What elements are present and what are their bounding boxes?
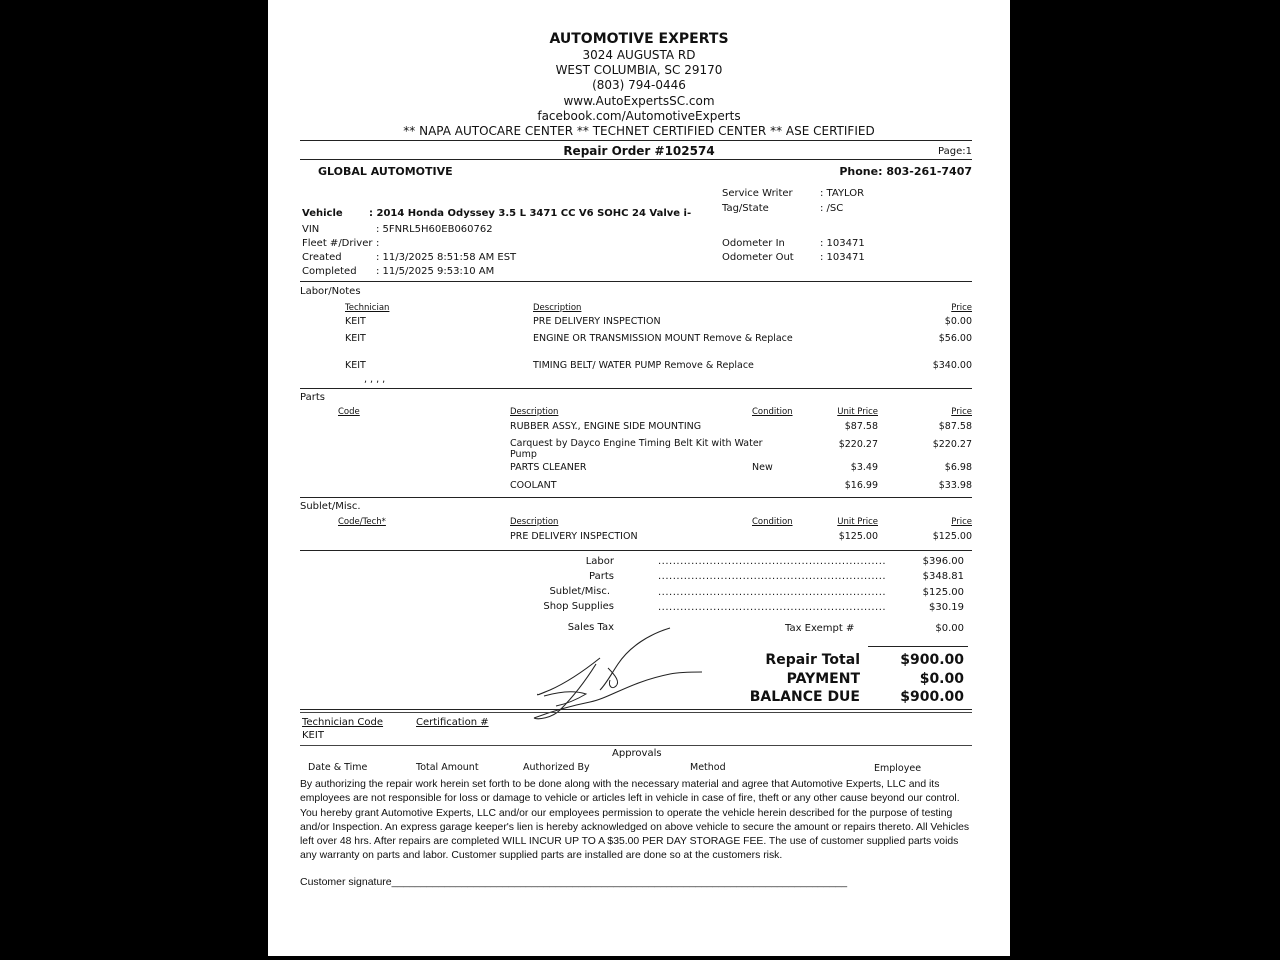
labor-row-tech: KEIT (345, 316, 366, 327)
tag-state-label: Tag/State (722, 203, 769, 214)
divider (300, 550, 972, 551)
parts-row-description: Carquest by Dayco Engine Timing Belt Kit with Water (510, 438, 763, 449)
certification-label: Certification # (416, 717, 489, 728)
divider (300, 388, 972, 389)
authorization-terms: By authorizing the repair work herein set forth to be done along with the necessary material and agree that Automotive Experts, LLC and its employees are not responsible for loss or damage to vehicle or articles left in vehicle in case of fire, theft or any other cause beyond our control. You hereby grant Automotive Experts, LLC and/or our employees permission to operate the vehicle herein described for the purpose of testing and/or Inspection. An express garage keeper's lien is hereby acknowledged on above vehicle to secure the amount or repairs thereto. All Vehicles left over 48 hrs. After repairs are completed WILL INCUR UP TO A $35.00 PER DAY STORAGE FEE. The use of customer supplied parts voids any warranty on parts and labor. Customer supplied parts are installed are done so at the customers risk. (300, 779, 970, 862)
leader-dots: .............................................................. (658, 587, 887, 598)
approvals-col-authorized-by: Authorized By (523, 762, 590, 773)
payment-label: PAYMENT (786, 671, 860, 687)
balance-due-label: BALANCE DUE (749, 689, 860, 705)
technician-code-value: KEIT (302, 730, 324, 741)
labor-row-tech: KEIT (345, 333, 366, 344)
parts-row-description-continued: Pump (510, 449, 537, 460)
parts-row-description: RUBBER ASSY., ENGINE SIDE MOUNTING (510, 421, 702, 432)
sales-tax-value: $0.00 (935, 623, 964, 634)
sublet-row-description: PRE DELIVERY INSPECTION (510, 531, 638, 542)
sublet-col-code: Code/Tech* (338, 517, 386, 527)
total-underline (868, 646, 968, 647)
total-labor-value: $396.00 (922, 556, 964, 567)
labor-row-description: TIMING BELT/ WATER PUMP Remove & Replace (533, 360, 754, 371)
divider (300, 497, 972, 498)
total-parts-value: $348.81 (922, 571, 964, 582)
total-labor-label: Labor (585, 556, 614, 567)
vin-value: : 5FNRL5H60EB060762 (376, 224, 493, 235)
leader-dots: .............................................................. (658, 556, 887, 567)
shop-name: AUTOMOTIVE EXPERTS (549, 31, 729, 47)
total-shop-supplies-label: Shop Supplies (543, 601, 614, 612)
odometer-out-label: Odometer Out (722, 252, 794, 263)
approvals-col-total-amount: Total Amount (416, 762, 479, 773)
sublet-col-condition: Condition (752, 517, 793, 527)
parts-row-unit-price: $3.49 (850, 462, 878, 473)
parts-row-price: $220.27 (932, 439, 972, 450)
labor-col-price: Price (951, 303, 972, 313)
parts-row-price: $33.98 (938, 480, 972, 491)
repair-total-label: Repair Total (765, 652, 860, 668)
parts-row-condition: New (752, 462, 773, 473)
tag-state-value: : /SC (820, 203, 844, 214)
sublet-col-unit-price: Unit Price (837, 517, 878, 527)
parts-row-description: PARTS CLEANER (510, 462, 587, 473)
divider (300, 140, 972, 141)
divider (300, 745, 972, 746)
customer-name: GLOBAL AUTOMOTIVE (318, 165, 453, 178)
total-sublet-value: $125.00 (922, 587, 964, 598)
customer-phone: Phone: 803-261-7407 (839, 165, 972, 178)
parts-col-condition: Condition (752, 407, 793, 417)
labor-row-description: PRE DELIVERY INSPECTION (533, 316, 661, 327)
page-number: Page:1 (938, 146, 972, 157)
customer-signature-line[interactable] (300, 876, 847, 888)
shop-website: www.AutoExpertsSC.com (563, 94, 715, 108)
parts-row-unit-price: $87.58 (844, 421, 878, 432)
shop-address-line1: 3024 AUGUSTA RD (582, 48, 696, 62)
divider (300, 281, 972, 282)
repair-total-value: $900.00 (900, 652, 964, 668)
sublet-row-price: $125.00 (932, 531, 972, 542)
labor-section-title: Labor/Notes (300, 286, 361, 297)
odometer-in-value: : 103471 (820, 238, 865, 249)
repair-order-title: Repair Order #102574 (563, 144, 715, 158)
parts-section-title: Parts (300, 392, 325, 403)
sublet-row-unit-price: $125.00 (838, 531, 878, 542)
parts-row-price: $87.58 (938, 421, 972, 432)
sales-tax-label: Sales Tax (567, 622, 614, 633)
approvals-col-method: Method (690, 762, 726, 773)
parts-row-price: $6.98 (944, 462, 972, 473)
labor-col-description: Description (533, 303, 582, 313)
shop-certifications: ** NAPA AUTOCARE CENTER ** TECHNET CERTIFIED CENTER ** ASE CERTIFIED (403, 124, 875, 138)
labor-row-price: $0.00 (944, 316, 972, 327)
completed-value: : 11/5/2025 9:53:10 AM (376, 266, 495, 277)
labor-col-technician: Technician (345, 303, 390, 313)
parts-row-unit-price: $220.27 (838, 439, 878, 450)
leader-dots: .............................................................. (658, 571, 887, 582)
approvals-title: Approvals (612, 748, 662, 759)
sublet-col-price: Price (951, 517, 972, 527)
approvals-col-date-time: Date & Time (308, 762, 368, 773)
balance-due-value: $900.00 (900, 689, 964, 705)
labor-tick-marks: , , , , (364, 374, 386, 385)
labor-row-tech: KEIT (345, 360, 366, 371)
vin-label: VIN (302, 224, 320, 235)
sublet-col-description: Description (510, 517, 559, 527)
service-writer-value: : TAYLOR (820, 188, 865, 199)
payment-value: $0.00 (919, 671, 964, 687)
vehicle-value: : 2014 Honda Odyssey 3.5 L 3471 CC V6 SOHC 24 Valve i- (369, 208, 692, 219)
parts-col-code: Code (338, 407, 360, 417)
divider (300, 712, 972, 713)
total-parts-label: Parts (589, 571, 614, 582)
completed-label: Completed (302, 266, 357, 277)
repair-order-document (268, 0, 1010, 956)
fleet-label: Fleet #/Driver (302, 238, 373, 249)
parts-col-description: Description (510, 407, 559, 417)
total-shop-supplies-value: $30.19 (929, 602, 964, 613)
divider (300, 709, 972, 710)
labor-row-price: $56.00 (938, 333, 972, 344)
odometer-in-label: Odometer In (722, 238, 785, 249)
parts-row-description: COOLANT (510, 480, 557, 491)
labor-row-description: ENGINE OR TRANSMISSION MOUNT Remove & Replace (533, 333, 793, 344)
parts-col-price: Price (951, 407, 972, 417)
shop-facebook: facebook.com/AutomotiveExperts (537, 109, 741, 123)
parts-row-unit-price: $16.99 (844, 480, 878, 491)
created-value: : 11/3/2025 8:51:58 AM EST (376, 252, 517, 263)
tax-exempt-label: Tax Exempt # (785, 623, 855, 634)
parts-col-unit-price: Unit Price (837, 407, 878, 417)
technician-code-label: Technician Code (302, 717, 384, 728)
customer-signature-label: Customer signature (300, 876, 392, 888)
shop-phone: (803) 794-0446 (592, 78, 686, 92)
divider (300, 159, 972, 160)
vehicle-label: Vehicle (302, 208, 343, 219)
service-writer-label: Service Writer (722, 188, 793, 199)
labor-row-price: $340.00 (932, 360, 972, 371)
leader-dots: .............................................................. (658, 602, 887, 613)
odometer-out-value: : 103471 (820, 252, 865, 263)
shop-address-line2: WEST COLUMBIA, SC 29170 (555, 63, 723, 77)
total-sublet-label: Sublet/Misc. (549, 586, 610, 597)
signature-blank: ______________________________________________________________________________ (391, 876, 848, 888)
created-label: Created (302, 252, 342, 263)
fleet-value: : (376, 238, 380, 249)
sublet-section-title: Sublet/Misc. (300, 501, 361, 512)
approvals-col-employee: Employee (874, 763, 922, 774)
